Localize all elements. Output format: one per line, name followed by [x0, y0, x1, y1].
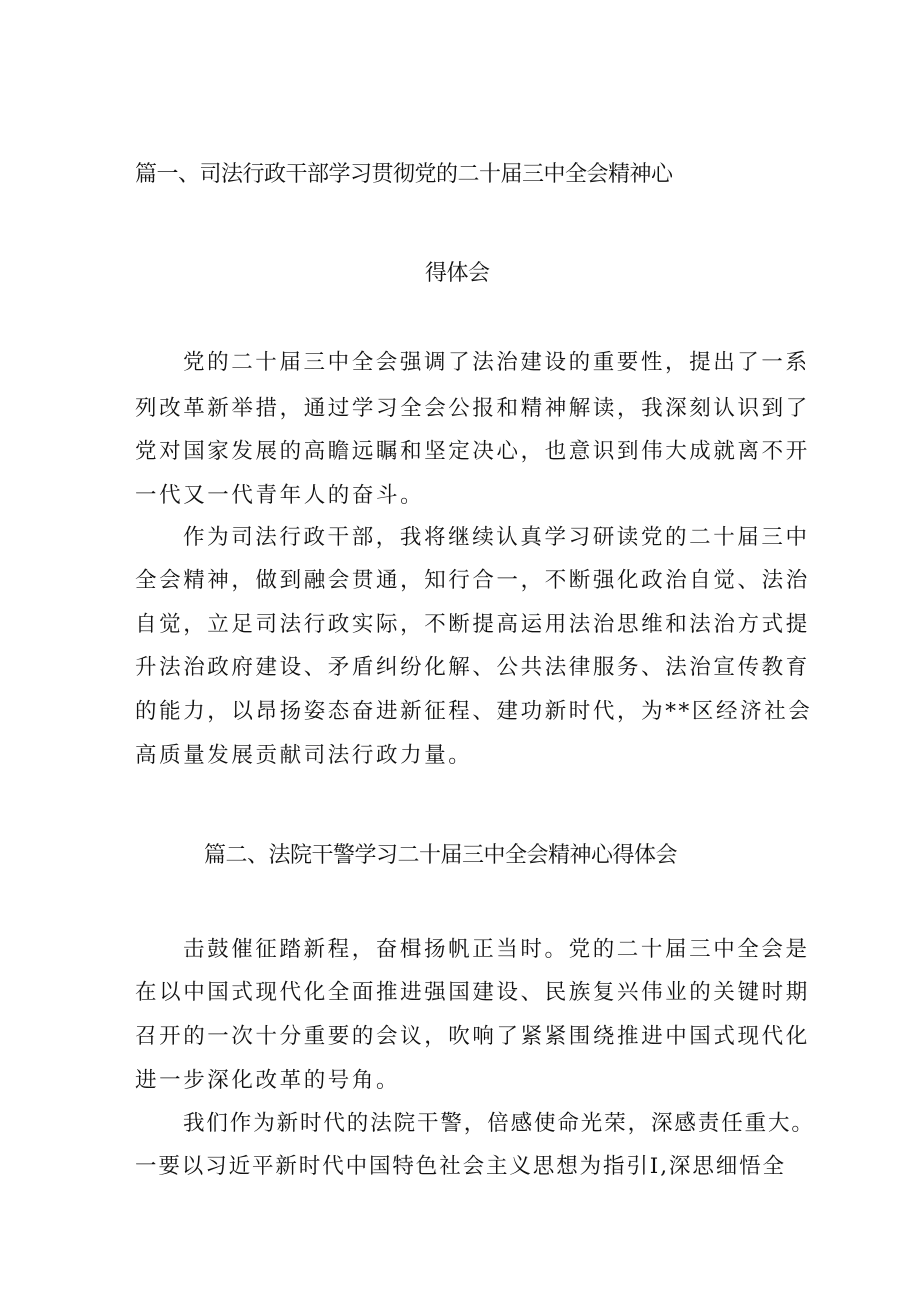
paragraph-line: 召开的一次十分重要的会议，吹响了紧紧围绕推进中国式现代化: [135, 1024, 810, 1049]
paragraph-line: 一要以习近平新时代中国特色社会主义思想为指引I,深思细悟全: [135, 1154, 786, 1179]
paragraph-line: 党对国家发展的高瞻远瞩和坚定决心，也意识到伟大成就离不开: [135, 439, 810, 464]
paragraph-line: 升法治政府建设、矛盾纠纷化解、公共法律服务、法治宣传教育: [135, 655, 810, 680]
paragraph-line: 一代又一代青年人的奋斗。: [135, 483, 425, 508]
paragraph-line: 全会精神，做到融会贯通，知行合一，不断强化政治自觉、法治: [135, 568, 810, 593]
paragraph-line: 党的二十届三中全会强调了法治建设的重要性，提出了一系: [183, 350, 810, 375]
paragraph-line: 在以中国式现代化全面推进强国建设、民族复兴伟业的关键时期: [135, 980, 810, 1005]
paragraph-line: 列改革新举措，通过学习全会公报和精神解读，我深刻认识到了: [135, 396, 810, 421]
paragraph-line: 自觉，立足司法行政实际，不断提高运用法治思维和法治方式提: [135, 612, 810, 637]
section1-title-line2: 得体会: [425, 261, 490, 286]
paragraph-line: 高质量发展贡献司法行政力量。: [135, 743, 473, 768]
paragraph-line: 进一步深化改革的号角。: [135, 1068, 401, 1093]
paragraph-line: 的能力，以昂扬姿态奋进新征程、建功新时代，为**区经济社会: [135, 699, 813, 724]
paragraph-line: 击鼓催征踏新程，奋楫扬帆正当时。党的二十届三中全会是: [183, 937, 810, 962]
paragraph-line: 作为司法行政干部，我将继续认真学习研读党的二十届三中: [183, 525, 810, 550]
section2-title: 篇二、法院干警学习二十届三中全会精神心得体会: [204, 843, 678, 868]
paragraph-line: 我们作为新时代的法院干警，倍感使命光荣，深感责任重大。: [183, 1111, 815, 1136]
section1-title-line1: 篇一、司法行政干部学习贯彻党的二十届三中全会精神心: [135, 162, 673, 187]
